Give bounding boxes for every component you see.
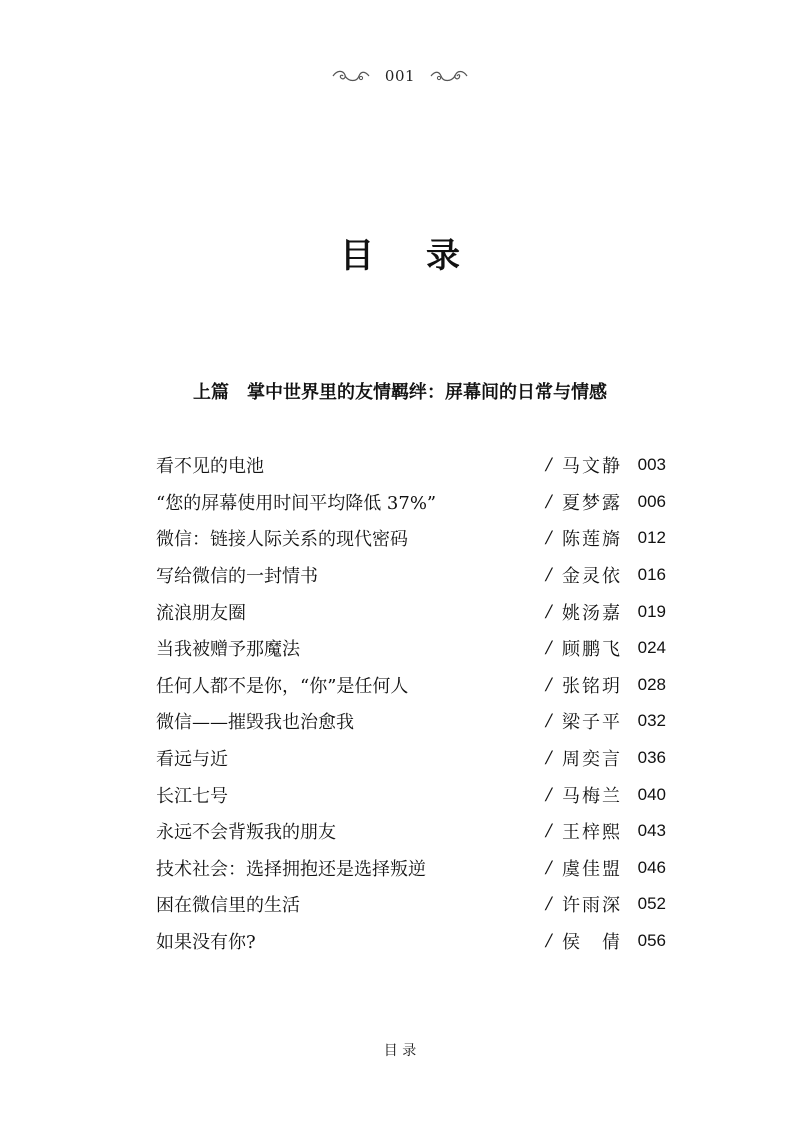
toc-entry-page: 036 bbox=[637, 748, 666, 768]
toc-entry[interactable] bbox=[156, 740, 666, 777]
running-footer: 目 录 bbox=[383, 1043, 417, 1059]
toc-entry[interactable] bbox=[156, 520, 666, 557]
ornament-right-icon bbox=[429, 68, 469, 84]
author-separator: / bbox=[546, 821, 552, 842]
toc-entry-page: 024 bbox=[637, 638, 666, 658]
toc-entry-title: 永远不会背叛我的朋友 bbox=[156, 822, 336, 844]
author-separator: / bbox=[546, 491, 552, 512]
toc-entry-page: 056 bbox=[637, 931, 666, 951]
author-separator: / bbox=[546, 894, 552, 915]
toc-entry-meta bbox=[546, 635, 666, 661]
toc-entry-meta bbox=[546, 672, 666, 698]
toc-entry-title: 技术社会：选择拥抱还是选择叛逆 bbox=[156, 858, 426, 880]
toc-entry-author: 梁子平 bbox=[562, 712, 620, 734]
toc-entry[interactable] bbox=[156, 447, 666, 484]
toc-entry-title: 写给微信的一封情书 bbox=[156, 566, 318, 588]
page-header bbox=[0, 62, 800, 90]
author-separator: / bbox=[546, 857, 552, 878]
toc-entry[interactable] bbox=[156, 630, 666, 667]
toc-entry-title: 困在微信里的生活 bbox=[156, 895, 300, 917]
author-separator: / bbox=[546, 455, 552, 476]
toc-entry-meta bbox=[546, 489, 666, 515]
toc-entry[interactable] bbox=[156, 593, 666, 630]
toc-entry-meta bbox=[546, 782, 666, 808]
toc-entry[interactable] bbox=[156, 850, 666, 887]
page-title: 目录 bbox=[340, 236, 512, 276]
toc-entry-page: 028 bbox=[637, 674, 666, 694]
toc-entry-page: 032 bbox=[637, 711, 666, 731]
toc-entry-title: “您的屏幕使用时间平均降低 37%” bbox=[156, 492, 437, 514]
toc-entry-author: 许雨深 bbox=[562, 895, 620, 917]
author-separator: / bbox=[546, 565, 552, 586]
toc-entry-title: 任何人都不是你，“你”是任何人 bbox=[156, 675, 409, 697]
toc-entry[interactable] bbox=[156, 703, 666, 740]
toc-entry-page: 043 bbox=[637, 821, 666, 841]
author-separator: / bbox=[546, 528, 552, 549]
toc-entry[interactable] bbox=[156, 557, 666, 594]
toc-entry-title: 流浪朋友圈 bbox=[156, 602, 246, 624]
author-separator: / bbox=[546, 674, 552, 695]
toc-entry-meta bbox=[546, 928, 666, 954]
toc-entry-page: 016 bbox=[637, 565, 666, 585]
toc-entry-meta bbox=[546, 855, 666, 881]
toc-entry-page: 046 bbox=[637, 857, 666, 877]
toc-entry-page: 003 bbox=[637, 455, 666, 475]
ornament-left-icon bbox=[331, 68, 371, 84]
author-separator: / bbox=[546, 931, 552, 952]
toc-entry[interactable] bbox=[156, 813, 666, 850]
toc-entry-author: 周奕言 bbox=[562, 749, 620, 771]
toc-entry-page: 019 bbox=[637, 601, 666, 621]
toc-entry-meta bbox=[546, 745, 666, 771]
toc-list bbox=[156, 447, 666, 959]
toc-entry-author: 侯倩 bbox=[562, 932, 620, 954]
toc-entry-author: 王梓熙 bbox=[562, 822, 620, 844]
toc-entry-title: 看远与近 bbox=[156, 749, 228, 771]
toc-entry-title: 微信：链接人际关系的现代密码 bbox=[156, 529, 408, 551]
author-separator: / bbox=[546, 601, 552, 622]
toc-entry-author: 马梅兰 bbox=[562, 785, 620, 807]
toc-entry[interactable] bbox=[156, 886, 666, 923]
toc-entry-meta bbox=[546, 891, 666, 917]
toc-entry[interactable] bbox=[156, 667, 666, 704]
toc-entry-page: 052 bbox=[637, 894, 666, 914]
toc-entry-title: 当我被赠予那魔法 bbox=[156, 639, 300, 661]
author-separator: / bbox=[546, 638, 552, 659]
toc-entry[interactable] bbox=[156, 923, 666, 960]
author-separator: / bbox=[546, 784, 552, 805]
toc-entry-title: 微信——摧毁我也治愈我 bbox=[156, 712, 354, 734]
toc-entry-author: 虞佳盟 bbox=[562, 858, 620, 880]
toc-entry-page: 012 bbox=[637, 528, 666, 548]
toc-entry-author: 姚汤嘉 bbox=[562, 602, 620, 624]
author-separator: / bbox=[546, 748, 552, 769]
toc-entry-meta bbox=[546, 525, 666, 551]
toc-entry-title: 如果没有你? bbox=[156, 932, 256, 954]
author-separator: / bbox=[546, 711, 552, 732]
toc-entry-author: 顾鹏飞 bbox=[562, 639, 620, 661]
toc-entry[interactable] bbox=[156, 776, 666, 813]
toc-entry-meta bbox=[546, 562, 666, 588]
toc-entry-title: 看不见的电池 bbox=[156, 456, 264, 478]
toc-entry-author: 马文静 bbox=[562, 456, 620, 478]
toc-entry-author: 张铭玥 bbox=[562, 675, 620, 697]
toc-entry[interactable] bbox=[156, 484, 666, 521]
toc-entry-page: 040 bbox=[637, 784, 666, 804]
toc-entry-meta bbox=[546, 818, 666, 844]
toc-entry-author: 夏梦露 bbox=[562, 492, 620, 514]
section-heading: 上篇 掌中世界里的友情羁绊：屏幕间的日常与情感 bbox=[193, 382, 607, 403]
toc-entry-meta bbox=[546, 599, 666, 625]
page-number: 001 bbox=[384, 67, 416, 85]
toc-entry-author: 金灵依 bbox=[562, 566, 620, 588]
toc-entry-author: 陈莲旖 bbox=[562, 529, 620, 551]
toc-entry-meta bbox=[546, 708, 666, 734]
toc-entry-title: 长江七号 bbox=[156, 785, 228, 807]
toc-entry-meta bbox=[546, 452, 666, 478]
toc-entry-page: 006 bbox=[637, 491, 666, 511]
